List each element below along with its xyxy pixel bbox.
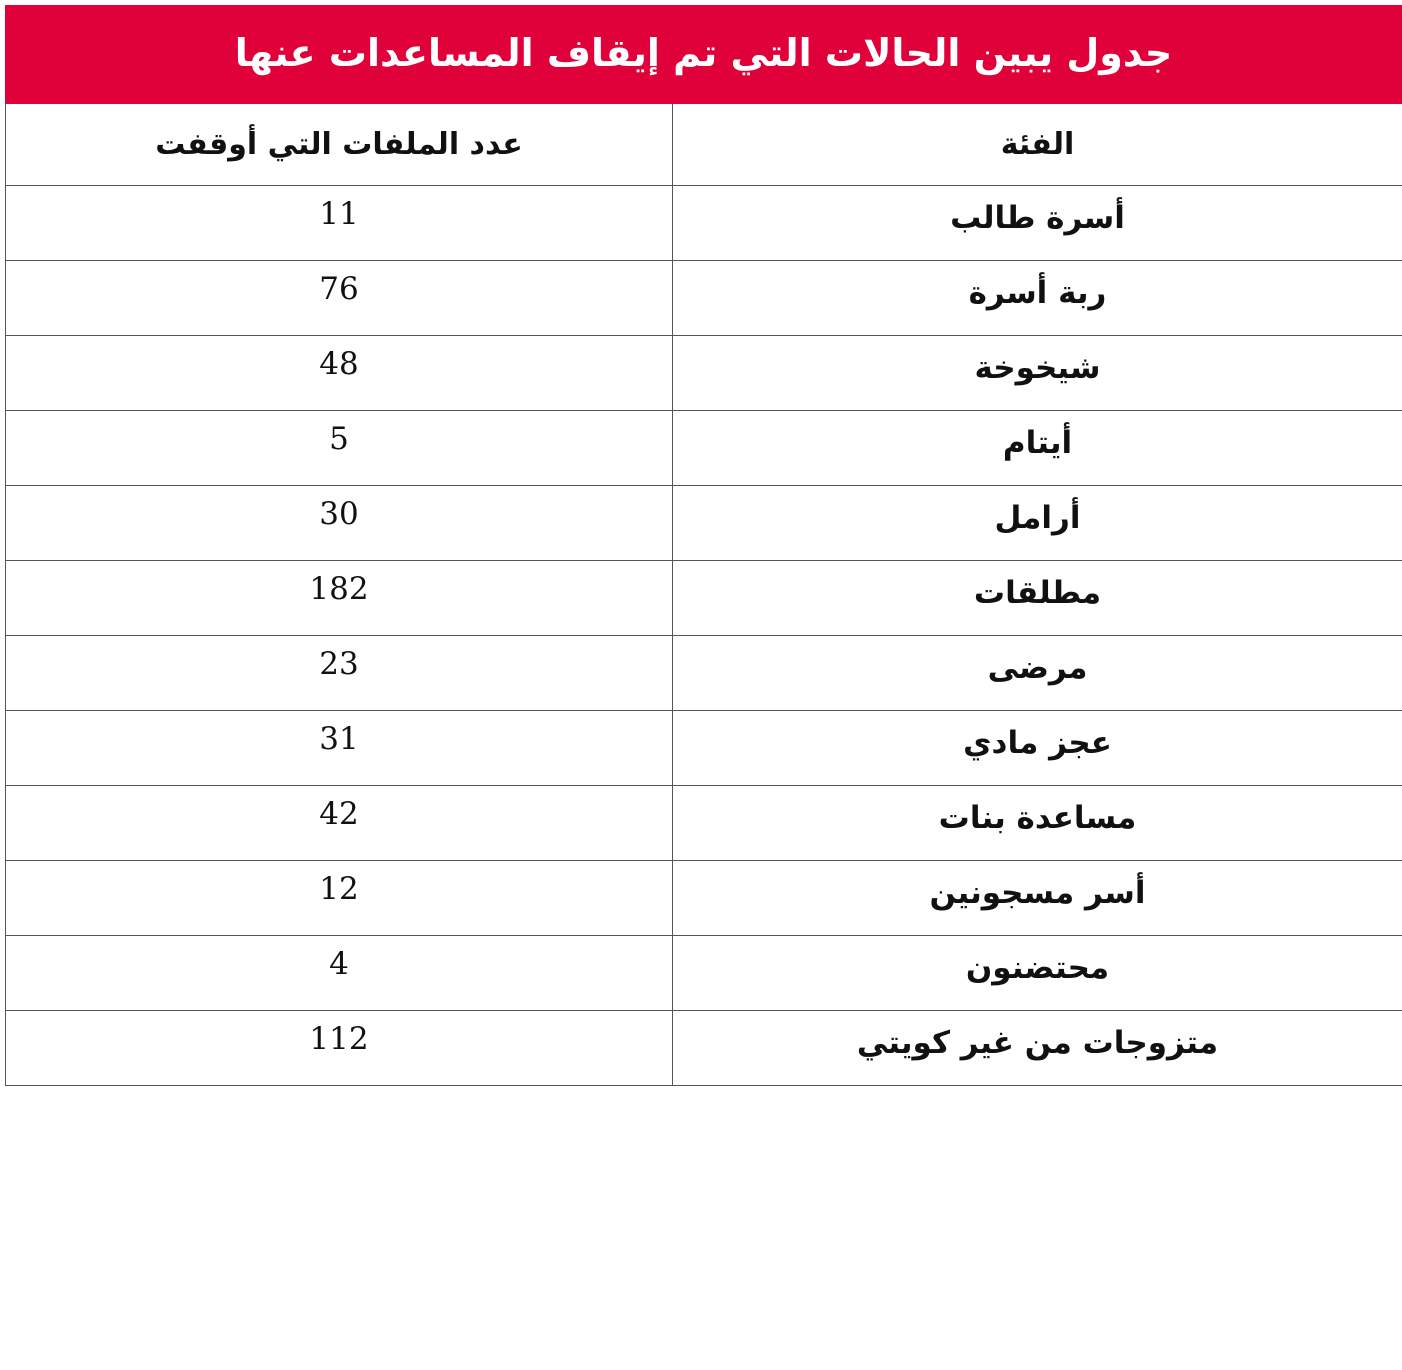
- table-row: [6, 186, 1402, 261]
- table-row: [6, 1011, 1402, 1086]
- header-category: الفئة: [673, 104, 1402, 186]
- row-category: أسر مسجونين: [673, 861, 1402, 936]
- row-count: 5: [6, 411, 673, 486]
- row-category: محتضنون: [673, 936, 1402, 1011]
- header-count: عدد الملفات التي أوقفت: [6, 104, 673, 186]
- stopped-aid-table-container: [5, 5, 1402, 1086]
- row-count: 112: [6, 1011, 673, 1086]
- table-row: [6, 261, 1402, 336]
- table-row: [6, 861, 1402, 936]
- table-header-row: [6, 104, 1402, 186]
- table-row: [6, 936, 1402, 1011]
- row-category: مطلقات: [673, 561, 1402, 636]
- row-count: 11: [6, 186, 673, 261]
- table-row: [6, 561, 1402, 636]
- row-count: 23: [6, 636, 673, 711]
- row-category: مرضى: [673, 636, 1402, 711]
- row-count: 30: [6, 486, 673, 561]
- row-category: أرامل: [673, 486, 1402, 561]
- row-count: 31: [6, 711, 673, 786]
- stopped-aid-table: [5, 104, 1402, 1086]
- row-category: مساعدة بنات: [673, 786, 1402, 861]
- row-category: متزوجات من غير كويتي: [673, 1011, 1402, 1086]
- row-count: 12: [6, 861, 673, 936]
- row-count: 42: [6, 786, 673, 861]
- row-category: شيخوخة: [673, 336, 1402, 411]
- row-category: أسرة طالب: [673, 186, 1402, 261]
- row-count: 182: [6, 561, 673, 636]
- row-category: عجز مادي: [673, 711, 1402, 786]
- table-row: [6, 786, 1402, 861]
- table-row: [6, 486, 1402, 561]
- row-count: 48: [6, 336, 673, 411]
- table-row: [6, 711, 1402, 786]
- table-row: [6, 336, 1402, 411]
- row-count: 76: [6, 261, 673, 336]
- row-category: أيتام: [673, 411, 1402, 486]
- table-row: [6, 411, 1402, 486]
- row-category: ربة أسرة: [673, 261, 1402, 336]
- table-row: [6, 636, 1402, 711]
- row-count: 4: [6, 936, 673, 1011]
- table-title: جدول يبين الحالات التي تم إيقاف المساعدات عنها: [5, 5, 1402, 104]
